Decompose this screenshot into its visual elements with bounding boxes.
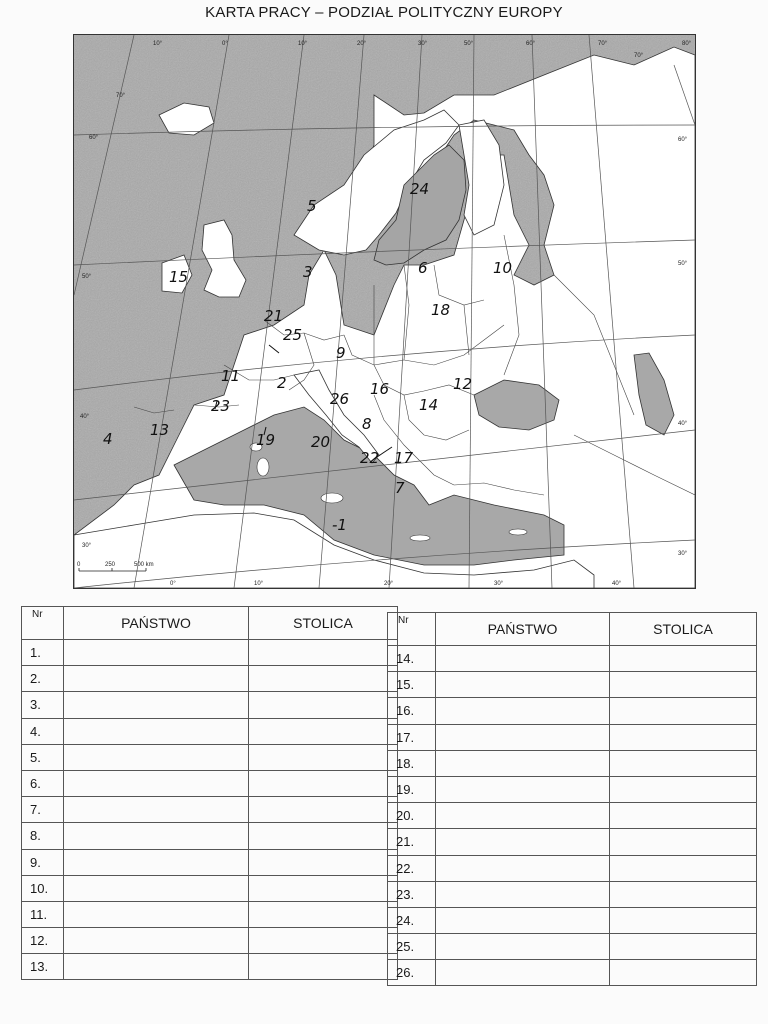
scale-mid: 250 xyxy=(105,562,116,568)
table-row xyxy=(388,907,757,933)
capital-answer-cell[interactable] xyxy=(249,797,398,823)
country-answer-cell[interactable] xyxy=(436,803,610,829)
row-number: 18. xyxy=(388,750,436,776)
capital-answer-cell[interactable] xyxy=(249,928,398,954)
row-number: 7. xyxy=(22,797,64,823)
country-answer-cell[interactable] xyxy=(64,928,249,954)
country-answer-cell[interactable] xyxy=(436,672,610,698)
map-label-2: 2 xyxy=(277,374,287,392)
col-capital-header: STOLICA xyxy=(610,613,757,646)
coord-label: 70° xyxy=(634,53,644,59)
capital-answer-cell[interactable] xyxy=(610,829,757,855)
map-label-20: 20 xyxy=(311,433,331,451)
map-label-25: 25 xyxy=(283,326,303,344)
coord-label: 60° xyxy=(89,135,99,141)
table-body-left xyxy=(22,640,398,980)
country-answer-cell[interactable] xyxy=(64,744,249,770)
capital-answer-cell[interactable] xyxy=(249,692,398,718)
capital-answer-cell[interactable] xyxy=(249,954,398,980)
table-row xyxy=(388,855,757,881)
country-answer-cell[interactable] xyxy=(436,907,610,933)
coord-label: 80° xyxy=(682,41,692,47)
coord-label: 60° xyxy=(526,41,536,47)
capital-answer-cell[interactable] xyxy=(610,881,757,907)
coord-label: 10° xyxy=(153,41,163,47)
row-number: 5. xyxy=(22,744,64,770)
scale-end: 500 km xyxy=(134,562,154,568)
map-label-1: -1 xyxy=(332,516,347,534)
map-label-19: 19 xyxy=(256,431,276,449)
capital-answer-cell[interactable] xyxy=(610,960,757,986)
coord-label: 20° xyxy=(357,41,367,47)
country-answer-cell[interactable] xyxy=(64,666,249,692)
capital-answer-cell[interactable] xyxy=(610,646,757,672)
country-answer-cell[interactable] xyxy=(436,829,610,855)
country-answer-cell[interactable] xyxy=(64,954,249,980)
row-number: 3. xyxy=(22,692,64,718)
map-label-8: 8 xyxy=(362,415,372,433)
map-label-14: 14 xyxy=(419,396,439,414)
coord-label: 30° xyxy=(418,41,428,47)
table-row xyxy=(22,718,398,744)
country-answer-cell[interactable] xyxy=(64,692,249,718)
capital-answer-cell[interactable] xyxy=(610,803,757,829)
capital-answer-cell[interactable] xyxy=(249,875,398,901)
table-row xyxy=(22,666,398,692)
country-answer-cell[interactable] xyxy=(436,855,610,881)
table-row xyxy=(388,698,757,724)
coord-label: 10° xyxy=(254,581,264,587)
table-header-row xyxy=(22,607,398,640)
country-answer-cell[interactable] xyxy=(436,698,610,724)
capital-answer-cell[interactable] xyxy=(249,823,398,849)
table-row xyxy=(22,770,398,796)
table-row xyxy=(388,750,757,776)
col-nr-header: Nr xyxy=(22,607,64,640)
capital-answer-cell[interactable] xyxy=(610,698,757,724)
coord-label: 30° xyxy=(494,581,504,587)
row-number: 16. xyxy=(388,698,436,724)
map-label-10: 10 xyxy=(493,259,513,277)
table-row xyxy=(22,954,398,980)
country-answer-cell[interactable] xyxy=(64,770,249,796)
table-row xyxy=(388,934,757,960)
row-number: 6. xyxy=(22,770,64,796)
country-answer-cell[interactable] xyxy=(436,724,610,750)
table-row xyxy=(22,823,398,849)
table-row xyxy=(22,692,398,718)
coord-label: 50° xyxy=(82,274,92,280)
map-label-12: 12 xyxy=(453,375,473,393)
col-nr-header: Nr xyxy=(388,613,436,646)
table-row xyxy=(22,928,398,954)
coord-label: 20° xyxy=(384,581,394,587)
capital-answer-cell[interactable] xyxy=(610,855,757,881)
table-row xyxy=(388,724,757,750)
table-row xyxy=(388,672,757,698)
country-answer-cell[interactable] xyxy=(436,960,610,986)
island-sicily xyxy=(321,493,343,503)
coord-label: 40° xyxy=(80,414,90,420)
map-label-6: 6 xyxy=(418,259,428,277)
row-number: 9. xyxy=(22,849,64,875)
map-label-22: 22 xyxy=(360,449,380,467)
row-number: 26. xyxy=(388,960,436,986)
row-number: 25. xyxy=(388,934,436,960)
coord-label: 60° xyxy=(678,137,688,143)
capital-answer-cell[interactable] xyxy=(249,640,398,666)
map-label-4: 4 xyxy=(103,430,113,448)
table-row xyxy=(22,849,398,875)
table-body-right xyxy=(388,646,757,986)
row-number: 2. xyxy=(22,666,64,692)
country-answer-cell[interactable] xyxy=(64,823,249,849)
table-row xyxy=(388,960,757,986)
country-answer-cell[interactable] xyxy=(436,934,610,960)
europe-map xyxy=(73,34,696,589)
table-row xyxy=(22,640,398,666)
country-answer-cell[interactable] xyxy=(64,875,249,901)
table-row xyxy=(388,646,757,672)
capital-answer-cell[interactable] xyxy=(610,724,757,750)
row-number: 11. xyxy=(22,901,64,927)
worksheet-title: KARTA PRACY – PODZIAŁ POLITYCZNY EUROPY xyxy=(205,4,563,21)
row-number: 15. xyxy=(388,672,436,698)
coord-label: 10° xyxy=(298,41,308,47)
capital-answer-cell[interactable] xyxy=(610,750,757,776)
map-label-15: 15 xyxy=(169,268,189,286)
table-row xyxy=(388,803,757,829)
row-number: 8. xyxy=(22,823,64,849)
row-number: 20. xyxy=(388,803,436,829)
capital-answer-cell[interactable] xyxy=(610,776,757,802)
capital-answer-cell[interactable] xyxy=(249,901,398,927)
country-answer-cell[interactable] xyxy=(436,776,610,802)
map-label-26: 26 xyxy=(330,390,350,408)
map-label-23: 23 xyxy=(211,397,231,415)
coord-label: 40° xyxy=(678,421,688,427)
col-capital-header: STOLICA xyxy=(249,607,398,640)
col-country-header: PAŃSTWO xyxy=(64,607,249,640)
coord-label: 0° xyxy=(222,41,228,47)
map-label-3: 3 xyxy=(303,263,313,281)
map-label-13: 13 xyxy=(150,421,170,439)
map-label-24: 24 xyxy=(410,180,430,198)
coord-label: 70° xyxy=(598,41,608,47)
row-number: 19. xyxy=(388,776,436,802)
coord-label: 70° xyxy=(116,93,126,99)
row-number: 13. xyxy=(22,954,64,980)
row-number: 1. xyxy=(22,640,64,666)
table-row xyxy=(388,829,757,855)
scale-zero: 0 xyxy=(77,562,81,568)
capital-answer-cell[interactable] xyxy=(249,666,398,692)
country-answer-cell[interactable] xyxy=(64,640,249,666)
country-answer-cell[interactable] xyxy=(436,646,610,672)
coord-label: 30° xyxy=(678,551,688,557)
capital-answer-cell[interactable] xyxy=(249,849,398,875)
table-row xyxy=(388,776,757,802)
map-label-16: 16 xyxy=(370,380,390,398)
country-answer-cell[interactable] xyxy=(64,718,249,744)
row-number: 23. xyxy=(388,881,436,907)
capital-answer-cell[interactable] xyxy=(249,770,398,796)
map-label-9: 9 xyxy=(336,344,346,362)
row-number: 12. xyxy=(22,928,64,954)
coord-label: 30° xyxy=(82,543,92,549)
row-number: 21. xyxy=(388,829,436,855)
coord-label: 0° xyxy=(170,581,176,587)
map-svg xyxy=(74,35,695,588)
capital-answer-cell[interactable] xyxy=(610,934,757,960)
table-row xyxy=(22,901,398,927)
answer-table-left xyxy=(21,606,398,980)
map-label-21: 21 xyxy=(264,307,284,325)
coord-label: 50° xyxy=(678,261,688,267)
col-country-header: PAŃSTWO xyxy=(436,613,610,646)
map-label-18: 18 xyxy=(431,301,451,319)
country-answer-cell[interactable] xyxy=(64,901,249,927)
coord-label: 50° xyxy=(464,41,474,47)
coord-label: 40° xyxy=(612,581,622,587)
table-row xyxy=(22,797,398,823)
country-answer-cell[interactable] xyxy=(64,797,249,823)
table-row xyxy=(388,881,757,907)
map-label-5: 5 xyxy=(307,197,317,215)
table-row xyxy=(22,744,398,770)
table-header-row xyxy=(388,613,757,646)
row-number: 14. xyxy=(388,646,436,672)
country-answer-cell[interactable] xyxy=(436,881,610,907)
row-number: 4. xyxy=(22,718,64,744)
row-number: 17. xyxy=(388,724,436,750)
row-number: 22. xyxy=(388,855,436,881)
capital-answer-cell[interactable] xyxy=(249,718,398,744)
country-answer-cell[interactable] xyxy=(436,750,610,776)
table-row xyxy=(22,875,398,901)
row-number: 10. xyxy=(22,875,64,901)
country-answer-cell[interactable] xyxy=(64,849,249,875)
island-cyprus xyxy=(509,529,527,535)
map-label-11: 11 xyxy=(221,367,241,385)
capital-answer-cell[interactable] xyxy=(610,907,757,933)
answer-table-right xyxy=(387,612,757,986)
capital-answer-cell[interactable] xyxy=(249,744,398,770)
island-crete xyxy=(410,535,430,541)
row-number: 24. xyxy=(388,907,436,933)
map-label-7: 7 xyxy=(395,479,405,497)
island-sardinia xyxy=(257,458,269,476)
map-label-17: 17 xyxy=(394,449,414,467)
capital-answer-cell[interactable] xyxy=(610,672,757,698)
